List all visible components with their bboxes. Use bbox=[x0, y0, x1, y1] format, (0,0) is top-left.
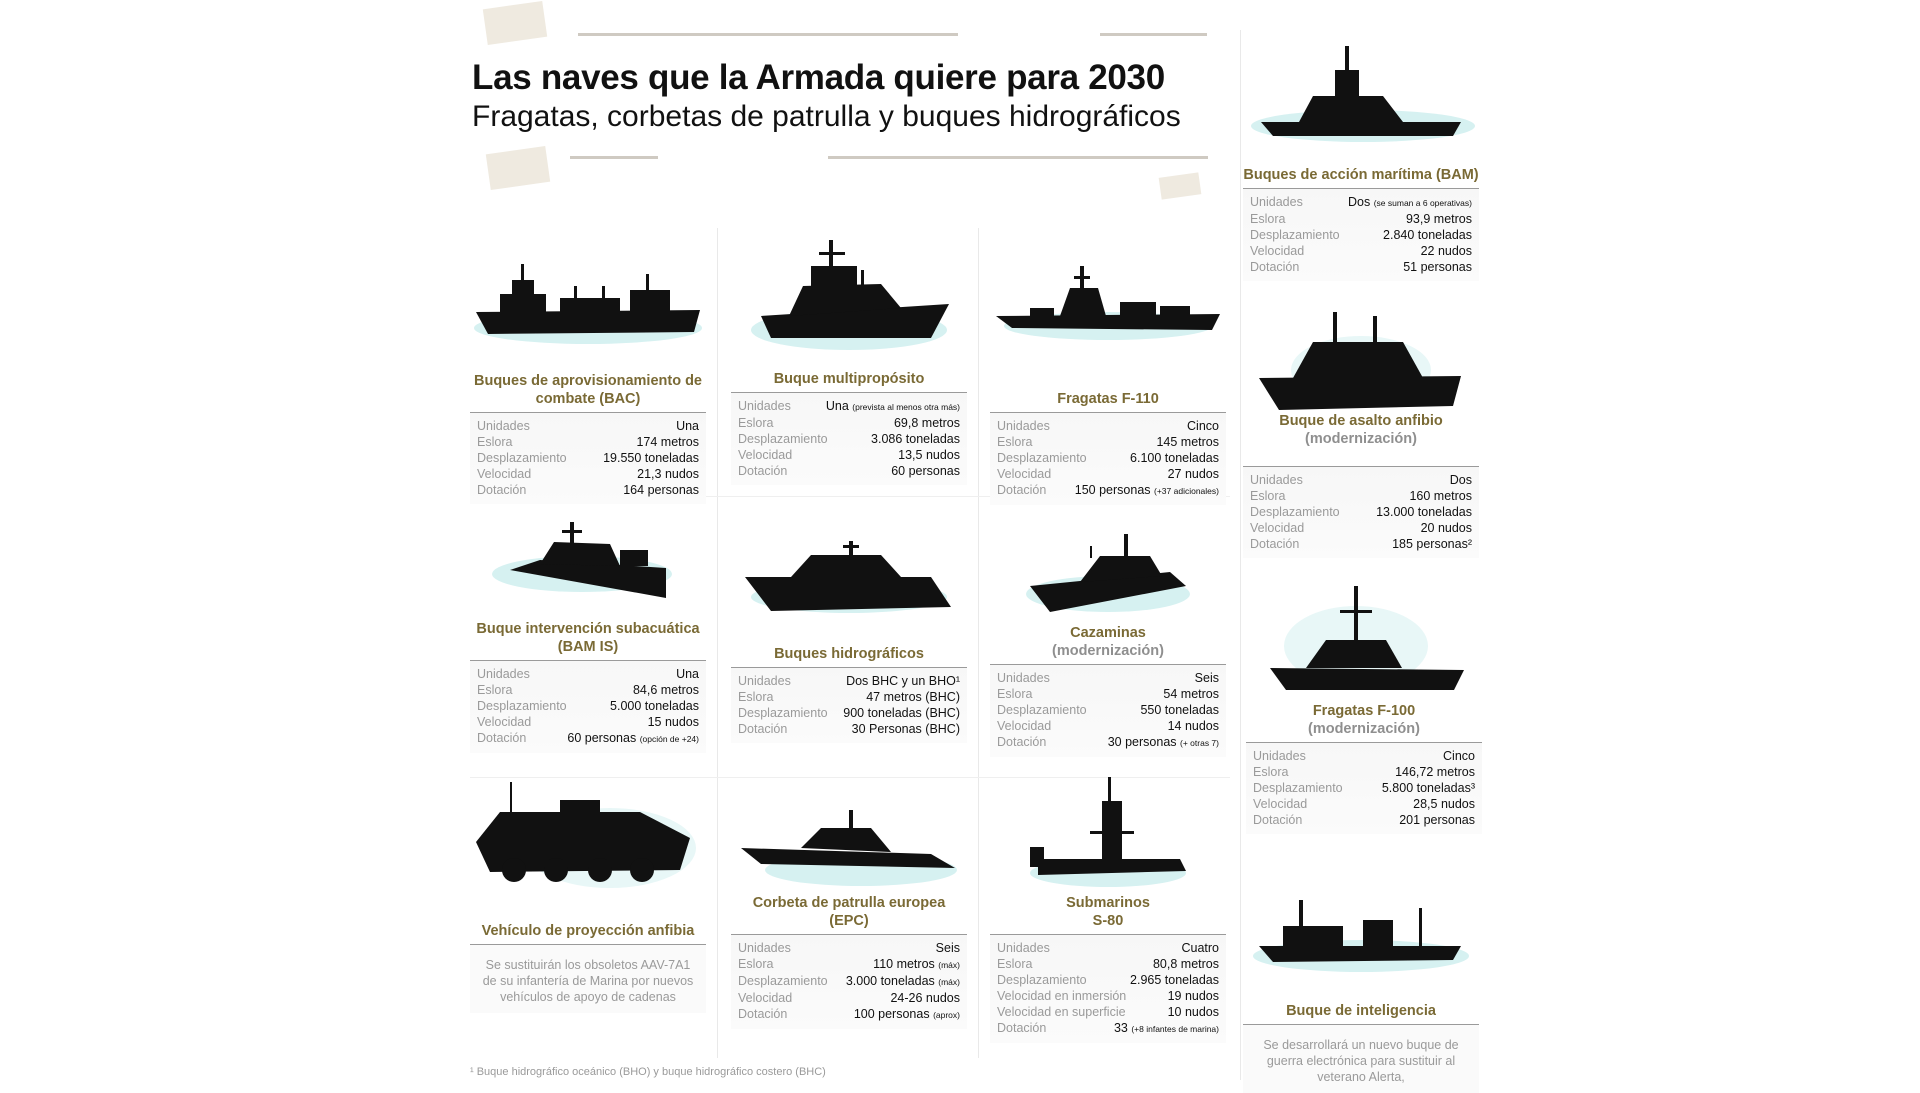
spec-row bbox=[1250, 194, 1472, 211]
spec-table bbox=[1246, 742, 1482, 834]
card-description: Se sustituirán los obsoletos AAV-7A1 de su infantería de Marina por nuevos vehículos de apoyo de cadenas bbox=[470, 944, 706, 1013]
spec-value: 80,8 metros bbox=[1152, 957, 1219, 971]
spec-label: Desplazamiento bbox=[738, 974, 828, 988]
card-title: Buques de acción marítima (BAM) bbox=[1243, 167, 1479, 183]
column-divider bbox=[717, 228, 718, 1058]
spec-value: Una bbox=[676, 667, 699, 681]
card-hydrographic bbox=[731, 525, 967, 743]
corvette-icon bbox=[731, 792, 967, 892]
spec-label: Unidades bbox=[738, 674, 791, 688]
header-rule bbox=[570, 156, 658, 159]
supply-ship-icon bbox=[470, 250, 706, 370]
spec-row bbox=[1253, 796, 1475, 812]
spec-value: 54 metros bbox=[1163, 687, 1219, 701]
spec-label: Velocidad bbox=[1253, 797, 1308, 811]
spec-value: 6.100 toneladas bbox=[1130, 451, 1219, 465]
spec-value: 14 nudos bbox=[1167, 719, 1219, 733]
spec-value: 150 personas (+37 adicionales) bbox=[1074, 483, 1219, 497]
card-f110 bbox=[990, 250, 1226, 505]
spec-row bbox=[997, 450, 1219, 466]
spec-label: Unidades bbox=[477, 667, 530, 681]
spec-row bbox=[738, 431, 960, 447]
spec-value: 60 personas (opción de +24) bbox=[567, 731, 699, 745]
card-description: Se desarrollará un nuevo buque de guerra electrónica para sustituir al veterano Alerta, bbox=[1243, 1024, 1479, 1093]
spec-row bbox=[997, 1020, 1219, 1037]
spec-label: Unidades bbox=[1250, 473, 1303, 487]
spec-row bbox=[997, 702, 1219, 718]
card-title: Fragatas F-110 bbox=[1057, 391, 1159, 407]
spec-value: 100 personas (aprox) bbox=[853, 1007, 960, 1021]
spec-value: 30 Personas (BHC) bbox=[851, 722, 960, 736]
spec-label: Dotación bbox=[477, 731, 527, 745]
frigate-icon bbox=[990, 250, 1226, 370]
spec-row bbox=[477, 418, 699, 434]
spec-label: Eslora bbox=[738, 957, 774, 971]
spec-label: Desplazamiento bbox=[1253, 781, 1343, 795]
spec-row bbox=[997, 718, 1219, 734]
card-title: Fragatas F-100 (modernización) bbox=[1308, 703, 1420, 737]
spec-row bbox=[1250, 472, 1472, 488]
spec-label: Desplazamiento bbox=[997, 451, 1087, 465]
spec-value: 10 nudos bbox=[1167, 1005, 1219, 1019]
spec-row bbox=[1253, 812, 1475, 828]
card-title: Buque multipropósito bbox=[773, 371, 925, 387]
spec-label: Dotación bbox=[738, 464, 788, 478]
card-title: Cazaminas (modernización) bbox=[1052, 625, 1164, 659]
spec-label: Dotación bbox=[1253, 813, 1303, 827]
card-title: Buques hidrográficos bbox=[774, 646, 924, 662]
spec-value: Cuatro bbox=[1181, 941, 1219, 955]
spec-value: 145 metros bbox=[1156, 435, 1219, 449]
spec-note: (prevista al menos otra más) bbox=[852, 402, 960, 412]
card-title: Submarinos S-80 bbox=[1066, 895, 1150, 929]
spec-row bbox=[997, 734, 1219, 751]
spec-table bbox=[731, 667, 967, 743]
minehunter-icon bbox=[990, 520, 1226, 622]
spec-value: 60 personas bbox=[891, 464, 960, 478]
spec-row bbox=[477, 730, 699, 747]
spec-row bbox=[1250, 211, 1472, 227]
paper-scrap bbox=[483, 1, 547, 45]
spec-value: 69,8 metros bbox=[893, 416, 960, 430]
spec-value: 19 nudos bbox=[1167, 989, 1219, 1003]
spec-value: 13,5 nudos bbox=[898, 448, 960, 462]
spec-value: 110 metros (máx) bbox=[873, 957, 960, 971]
card-title: Buques de aprovisionamiento de combate (BAC) bbox=[473, 373, 702, 407]
spec-label: Dotación bbox=[1250, 537, 1300, 551]
spec-label: Eslora bbox=[997, 687, 1033, 701]
spec-row bbox=[1253, 748, 1475, 764]
spec-row bbox=[997, 482, 1219, 499]
spec-row bbox=[477, 666, 699, 682]
card-amphibious-assault bbox=[1243, 306, 1479, 558]
spec-row bbox=[997, 686, 1219, 702]
spec-table bbox=[470, 660, 706, 753]
page-title: Las naves que la Armada quiere para 2030 bbox=[472, 58, 1165, 97]
card-epc bbox=[731, 792, 967, 1029]
spec-note: (máx) bbox=[938, 960, 960, 970]
spec-label: Velocidad bbox=[477, 467, 532, 481]
spec-row bbox=[997, 466, 1219, 482]
card-multipurpose bbox=[731, 230, 967, 485]
spec-label: Dotación bbox=[738, 722, 788, 736]
spec-row bbox=[997, 940, 1219, 956]
spec-row bbox=[997, 670, 1219, 686]
spec-value: 47 metros (BHC) bbox=[866, 690, 960, 704]
amphibious-vehicle-icon bbox=[470, 782, 706, 902]
submarine-icon bbox=[990, 775, 1226, 892]
spec-row bbox=[738, 973, 960, 990]
spec-table bbox=[1243, 466, 1479, 558]
spec-row bbox=[738, 447, 960, 463]
spec-label: Velocidad bbox=[997, 719, 1052, 733]
spec-value: 160 metros bbox=[1409, 489, 1472, 503]
spec-label: Desplazamiento bbox=[477, 699, 567, 713]
card-bac bbox=[470, 250, 706, 504]
underwater-intervention-ship-icon bbox=[470, 508, 706, 618]
spec-row bbox=[997, 972, 1219, 988]
spec-value: 550 toneladas bbox=[1140, 703, 1219, 717]
card-title: Buque de inteligencia bbox=[1286, 1003, 1436, 1019]
spec-row bbox=[1250, 504, 1472, 520]
spec-row bbox=[738, 1006, 960, 1023]
spec-value: 13.000 toneladas bbox=[1376, 505, 1472, 519]
spec-label: Velocidad bbox=[1250, 521, 1305, 535]
spec-row bbox=[738, 673, 960, 689]
spec-label: Eslora bbox=[1250, 212, 1286, 226]
spec-label: Unidades bbox=[997, 419, 1050, 433]
spec-value: 84,6 metros bbox=[632, 683, 699, 697]
spec-row bbox=[1250, 488, 1472, 504]
spec-value: 201 personas bbox=[1399, 813, 1475, 827]
card-bam-is bbox=[470, 508, 706, 753]
spec-value: 20 nudos bbox=[1420, 521, 1472, 535]
spec-label: Desplazamiento bbox=[477, 451, 567, 465]
spec-label: Dotación bbox=[1250, 260, 1300, 274]
header-rule bbox=[578, 33, 958, 36]
spec-table bbox=[731, 392, 967, 485]
spec-label: Unidades bbox=[477, 419, 530, 433]
spec-label: Eslora bbox=[1250, 489, 1286, 503]
spec-table bbox=[990, 664, 1226, 757]
card-title: Buque de asalto anfibio (modernización) bbox=[1279, 413, 1443, 447]
spec-label: Eslora bbox=[477, 683, 513, 697]
spec-label: Eslora bbox=[997, 435, 1033, 449]
card-title: Vehículo de proyección anfibia bbox=[481, 923, 695, 939]
spec-value: 27 nudos bbox=[1167, 467, 1219, 481]
spec-value: 3.000 toneladas (máx) bbox=[845, 974, 960, 988]
spec-value: 5.800 toneladas³ bbox=[1381, 781, 1475, 795]
spec-note: (opción de +24) bbox=[639, 734, 699, 744]
spec-row bbox=[477, 698, 699, 714]
spec-note: (se suman a 6 operativas) bbox=[1373, 198, 1472, 208]
spec-value: 146,72 metros bbox=[1395, 765, 1475, 779]
spec-label: Eslora bbox=[477, 435, 513, 449]
page-subtitle: Fragatas, corbetas de patrulla y buques hidrográficos bbox=[472, 100, 1181, 133]
paper-scrap bbox=[486, 146, 550, 190]
spec-label: Desplazamiento bbox=[997, 703, 1087, 717]
spec-note: (+37 adicionales) bbox=[1154, 486, 1219, 496]
spec-row bbox=[738, 940, 960, 956]
spec-value: 21,3 nudos bbox=[637, 467, 699, 481]
spec-row bbox=[477, 450, 699, 466]
spec-label: Velocidad bbox=[477, 715, 532, 729]
spec-label: Desplazamiento bbox=[1250, 228, 1340, 242]
spec-label: Dotación bbox=[997, 483, 1047, 497]
spec-row bbox=[997, 1004, 1219, 1020]
spec-value: Una (prevista al menos otra más) bbox=[825, 399, 960, 413]
card-intelligence bbox=[1243, 880, 1479, 1093]
spec-value: 2.840 toneladas bbox=[1383, 228, 1472, 242]
card-title: Corbeta de patrulla europea (EPC) bbox=[752, 895, 946, 929]
multipurpose-ship-icon bbox=[731, 230, 967, 370]
spec-value: 33 (+8 infantes de marina) bbox=[1113, 1021, 1219, 1035]
spec-value: 5.000 toneladas bbox=[610, 699, 699, 713]
spec-label: Desplazamiento bbox=[997, 973, 1087, 987]
spec-note: (máx) bbox=[938, 977, 960, 987]
spec-value: 3.086 toneladas bbox=[871, 432, 960, 446]
spec-value: 164 personas bbox=[623, 483, 699, 497]
spec-value: 19.550 toneladas bbox=[603, 451, 699, 465]
spec-value: Cinco bbox=[1187, 419, 1219, 433]
spec-label: Dotación bbox=[997, 735, 1047, 749]
spec-label: Dotación bbox=[997, 1021, 1047, 1035]
spec-label: Eslora bbox=[738, 416, 774, 430]
spec-row bbox=[477, 714, 699, 730]
spec-label: Velocidad en inmersión bbox=[997, 989, 1127, 1003]
spec-table bbox=[470, 412, 706, 504]
spec-row bbox=[738, 990, 960, 1006]
spec-label: Unidades bbox=[997, 941, 1050, 955]
spec-row bbox=[738, 956, 960, 973]
spec-label: Desplazamiento bbox=[738, 706, 828, 720]
card-s80 bbox=[990, 775, 1226, 1043]
spec-value: 15 nudos bbox=[647, 715, 699, 729]
spec-row bbox=[477, 482, 699, 498]
spec-table bbox=[990, 412, 1226, 505]
spec-value: Dos BHC y un BHO¹ bbox=[846, 674, 960, 688]
spec-value: 174 metros bbox=[636, 435, 699, 449]
spec-row bbox=[1250, 227, 1472, 243]
spec-note: (aprox) bbox=[933, 1010, 960, 1020]
spec-label: Velocidad en superficie bbox=[997, 1005, 1126, 1019]
spec-row bbox=[738, 415, 960, 431]
header-rule bbox=[1100, 33, 1207, 36]
spec-label: Eslora bbox=[1253, 765, 1289, 779]
spec-label: Unidades bbox=[1253, 749, 1306, 763]
spec-label: Unidades bbox=[738, 941, 791, 955]
spec-table bbox=[990, 934, 1226, 1043]
spec-value: Dos bbox=[1449, 473, 1472, 487]
card-title: Buque intervención subacuática (BAM IS) bbox=[476, 621, 700, 655]
footnote: ¹ Buque hidrográfico oceánico (BHO) y buque hidrográfico costero (BHC) bbox=[470, 1066, 826, 1078]
card-minehunter bbox=[990, 520, 1226, 757]
paper-scrap bbox=[1159, 172, 1202, 199]
column-divider bbox=[978, 228, 979, 1058]
spec-row bbox=[738, 689, 960, 705]
spec-row bbox=[1250, 243, 1472, 259]
spec-row bbox=[1253, 780, 1475, 796]
spec-table bbox=[731, 934, 967, 1029]
spec-value: Seis bbox=[935, 941, 960, 955]
spec-row bbox=[738, 398, 960, 415]
spec-row bbox=[1253, 764, 1475, 780]
spec-value: 24-26 nudos bbox=[890, 991, 960, 1005]
spec-value: 93,9 metros bbox=[1405, 212, 1472, 226]
hydrographic-ship-icon bbox=[731, 525, 967, 625]
spec-row bbox=[997, 418, 1219, 434]
spec-row bbox=[1250, 536, 1472, 552]
spec-row bbox=[477, 682, 699, 698]
spec-label: Dotación bbox=[477, 483, 527, 497]
frigate-f100-icon bbox=[1246, 580, 1482, 700]
spec-label: Unidades bbox=[997, 671, 1050, 685]
spec-note: (+8 infantes de marina) bbox=[1131, 1024, 1219, 1034]
spec-value: Una bbox=[676, 419, 699, 433]
spec-label: Desplazamiento bbox=[1250, 505, 1340, 519]
spec-row bbox=[477, 466, 699, 482]
spec-label: Velocidad bbox=[1250, 244, 1305, 258]
amphibious-assault-ship-icon bbox=[1243, 306, 1479, 410]
spec-label: Desplazamiento bbox=[738, 432, 828, 446]
spec-value: 185 personas² bbox=[1392, 537, 1472, 551]
spec-label: Eslora bbox=[738, 690, 774, 704]
spec-table bbox=[1243, 188, 1479, 281]
spec-value: 22 nudos bbox=[1420, 244, 1472, 258]
header-rule bbox=[828, 156, 1208, 159]
spec-row bbox=[1250, 259, 1472, 275]
spec-row bbox=[997, 956, 1219, 972]
spec-row bbox=[738, 721, 960, 737]
spec-row bbox=[1250, 520, 1472, 536]
spec-value: 51 personas bbox=[1403, 260, 1472, 274]
spec-row bbox=[997, 434, 1219, 450]
column-divider bbox=[1240, 30, 1241, 1080]
spec-label: Velocidad bbox=[738, 991, 793, 1005]
spec-note: (+ otras 7) bbox=[1180, 738, 1219, 748]
spec-value: Cinco bbox=[1443, 749, 1475, 763]
spec-value: Seis bbox=[1194, 671, 1219, 685]
maritime-action-ship-icon bbox=[1243, 40, 1479, 146]
card-f100 bbox=[1246, 580, 1482, 834]
spec-value: 900 toneladas (BHC) bbox=[843, 706, 960, 720]
card-bam bbox=[1243, 40, 1479, 281]
spec-value: 28,5 nudos bbox=[1413, 797, 1475, 811]
card-amphibious-vehicle bbox=[470, 782, 706, 1013]
spec-label: Eslora bbox=[997, 957, 1033, 971]
spec-row bbox=[738, 463, 960, 479]
spec-value: 30 personas (+ otras 7) bbox=[1107, 735, 1219, 749]
intelligence-ship-icon bbox=[1243, 880, 1479, 982]
spec-label: Velocidad bbox=[997, 467, 1052, 481]
spec-row bbox=[738, 705, 960, 721]
spec-label: Unidades bbox=[1250, 195, 1303, 209]
spec-value: Dos (se suman a 6 operativas) bbox=[1348, 195, 1472, 209]
spec-row bbox=[997, 988, 1219, 1004]
spec-label: Unidades bbox=[738, 399, 791, 413]
spec-label: Dotación bbox=[738, 1007, 788, 1021]
spec-value: 2.965 toneladas bbox=[1130, 973, 1219, 987]
spec-label: Velocidad bbox=[738, 448, 793, 462]
spec-row bbox=[477, 434, 699, 450]
